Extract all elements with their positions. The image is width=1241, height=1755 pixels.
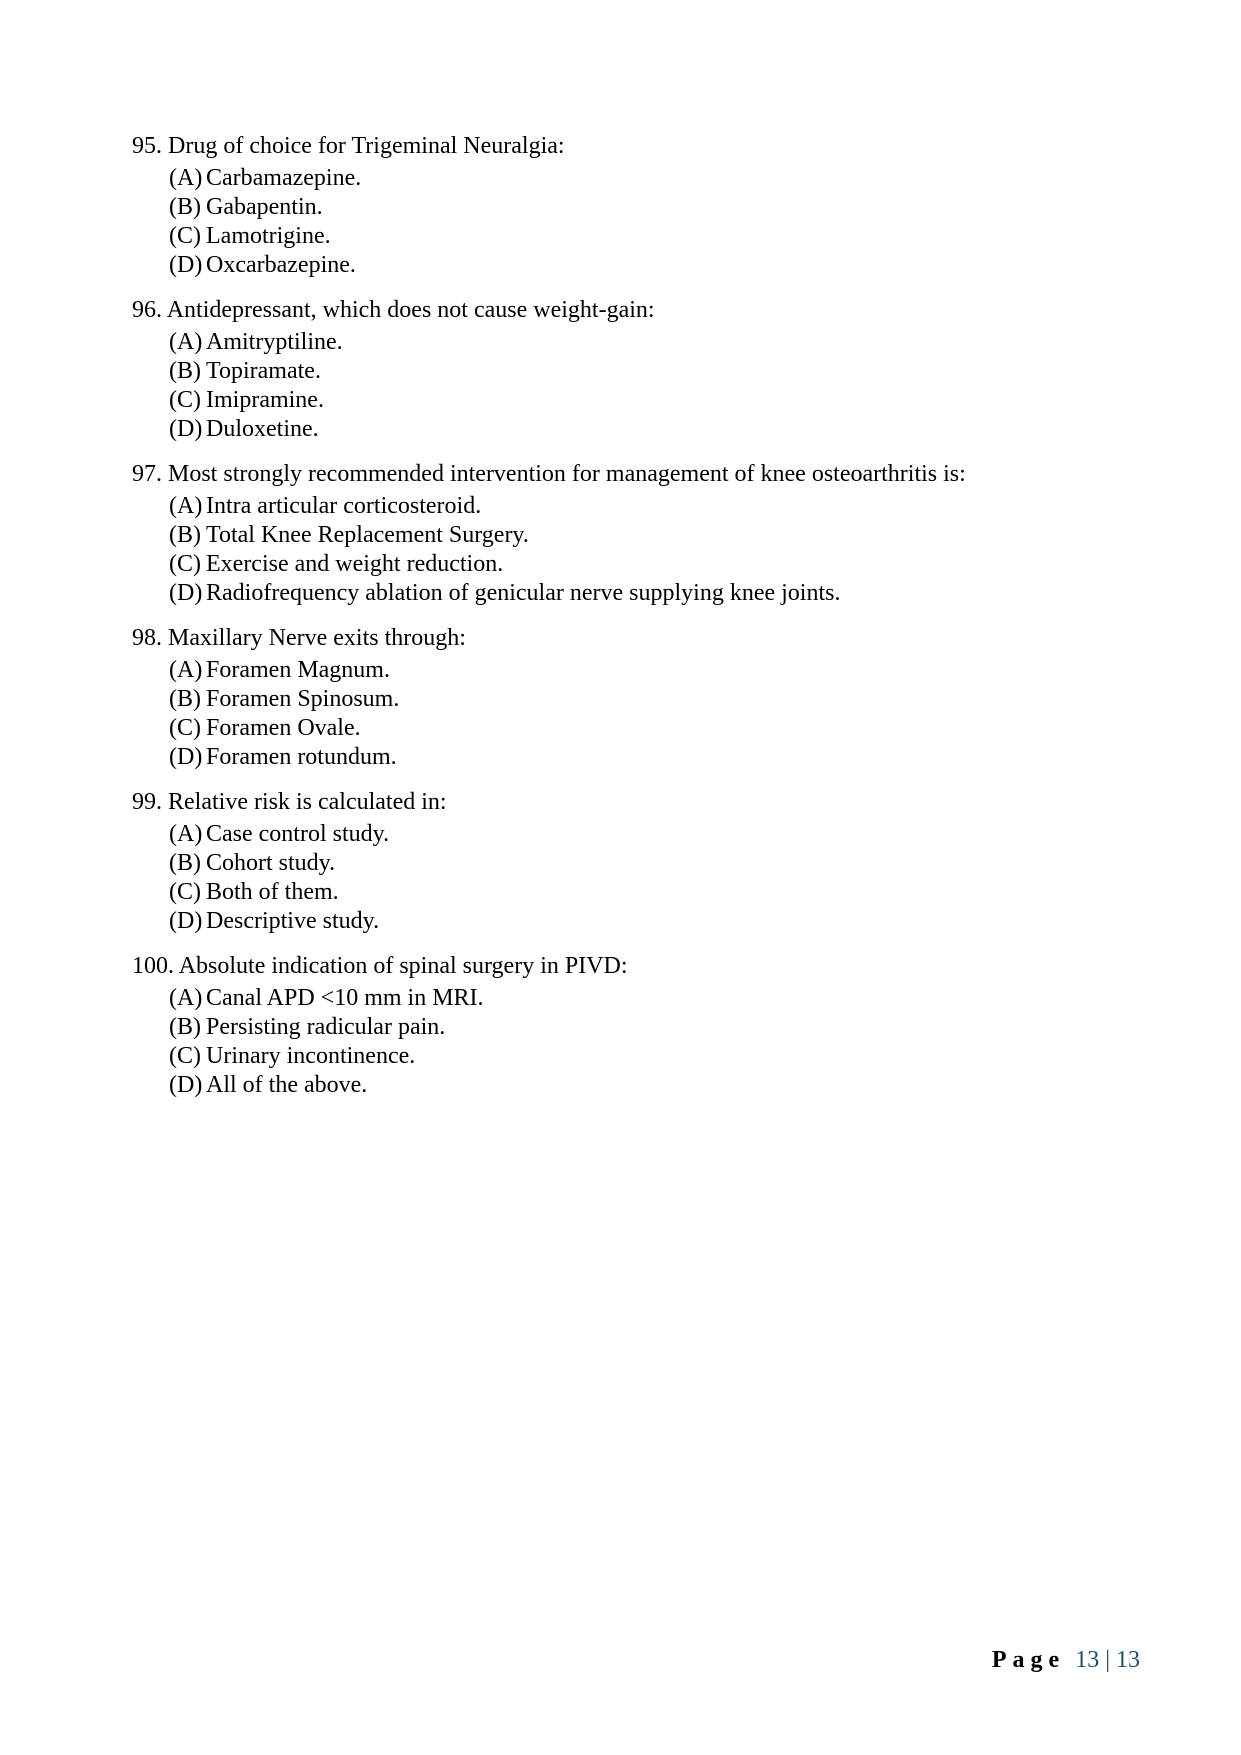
option-text: Oxcarbazepine. (206, 252, 356, 278)
option-text: Persisting radicular pain. (206, 1014, 446, 1040)
option-text: Foramen Spinosum. (206, 686, 400, 712)
question-text: Antidepressant, which does not cause weight-gain: (166, 297, 655, 323)
option-letter: (A) (169, 329, 203, 355)
page-footer (992, 1645, 1140, 1675)
option-letter: (D) (169, 580, 203, 606)
question-number: 99. (132, 789, 162, 815)
option-text: Topiramate. (206, 358, 321, 384)
option-c (169, 550, 1132, 579)
question-number: 96. (132, 297, 162, 323)
option-d (169, 743, 1132, 772)
option-c (169, 714, 1132, 743)
option-d (169, 415, 1132, 444)
option-text: Foramen Ovale. (206, 715, 361, 741)
option-letter: (A) (169, 165, 203, 191)
option-letter: (D) (169, 744, 203, 770)
question-99 (132, 788, 1132, 936)
option-text: Foramen rotundum. (206, 744, 397, 770)
option-b (169, 685, 1132, 714)
option-b (169, 1013, 1132, 1042)
option-text: Radiofrequency ablation of genicular nerve supplying knee joints. (206, 580, 841, 606)
question-95 (132, 132, 1132, 280)
option-b (169, 849, 1132, 878)
option-letter: (B) (169, 358, 201, 384)
option-text: Amitryptiline. (206, 329, 343, 355)
option-b (169, 193, 1132, 222)
option-b (169, 521, 1132, 550)
option-letter: (C) (169, 387, 201, 413)
question-100 (132, 952, 1132, 1100)
option-text: Both of them. (206, 879, 339, 905)
option-letter: (D) (169, 416, 203, 442)
option-letter: (B) (169, 1014, 201, 1040)
option-d (169, 251, 1132, 280)
option-text: Duloxetine. (206, 416, 319, 442)
option-c (169, 878, 1132, 907)
option-c (169, 386, 1132, 415)
question-stem (132, 132, 1132, 164)
question-stem (132, 788, 1132, 820)
option-a (169, 492, 1132, 521)
question-list (132, 132, 1132, 1116)
option-a (169, 656, 1132, 685)
option-letter: (C) (169, 551, 201, 577)
option-a (169, 164, 1132, 193)
option-a (169, 820, 1132, 849)
option-text: Gabapentin. (206, 194, 323, 220)
question-97 (132, 460, 1132, 608)
option-text: Cohort study. (206, 850, 336, 876)
question-stem (132, 624, 1132, 656)
option-letter: (C) (169, 223, 201, 249)
question-text: Most strongly recommended intervention for management of knee osteoarthritis is: (168, 461, 966, 487)
option-letter: (C) (169, 1043, 201, 1069)
option-text: All of the above. (206, 1072, 368, 1098)
question-text: Absolute indication of spinal surgery in PIVD: (178, 953, 628, 979)
option-text: Descriptive study. (206, 908, 380, 934)
option-letter: (B) (169, 194, 201, 220)
option-text: Urinary incontinence. (206, 1043, 416, 1069)
option-letter: (A) (169, 985, 203, 1011)
option-text: Carbamazepine. (206, 165, 362, 191)
question-96 (132, 296, 1132, 444)
option-c (169, 222, 1132, 251)
option-letter: (B) (169, 686, 201, 712)
option-list (132, 164, 1132, 280)
option-text: Intra articular corticosteroid. (206, 493, 482, 519)
question-98 (132, 624, 1132, 772)
option-letter: (A) (169, 493, 203, 519)
option-letter: (B) (169, 522, 201, 548)
option-list (132, 656, 1132, 772)
question-text: Maxillary Nerve exits through: (168, 625, 466, 651)
option-text: Imipramine. (206, 387, 324, 413)
option-text: Exercise and weight reduction. (206, 551, 504, 577)
question-text: Relative risk is calculated in: (168, 789, 447, 815)
question-text: Drug of choice for Trigeminal Neuralgia: (168, 133, 565, 159)
option-letter: (A) (169, 821, 203, 847)
option-list (132, 492, 1132, 608)
question-number: 95. (132, 133, 162, 159)
option-letter: (C) (169, 715, 201, 741)
option-list (132, 328, 1132, 444)
option-letter: (A) (169, 657, 203, 683)
option-text: Total Knee Replacement Surgery. (206, 522, 529, 548)
option-letter: (D) (169, 1072, 203, 1098)
option-letter: (B) (169, 850, 201, 876)
option-letter: (D) (169, 252, 203, 278)
option-a (169, 984, 1132, 1013)
option-list (132, 984, 1132, 1100)
question-number: 100. (132, 953, 174, 979)
option-text: Foramen Magnum. (206, 657, 390, 683)
option-b (169, 357, 1132, 386)
option-text: Lamotrigine. (206, 223, 331, 249)
question-number: 98. (132, 625, 162, 651)
question-stem (132, 460, 1132, 492)
option-text: Canal APD <10 mm in MRI. (206, 985, 484, 1011)
option-d (169, 579, 1132, 608)
question-stem (132, 952, 1132, 984)
question-stem (132, 296, 1132, 328)
option-letter: (D) (169, 908, 203, 934)
page-number: 13 | 13 (1075, 1647, 1140, 1673)
option-d (169, 907, 1132, 936)
option-letter: (C) (169, 879, 201, 905)
option-text: Case control study. (206, 821, 390, 847)
question-number: 97. (132, 461, 162, 487)
option-d (169, 1071, 1132, 1100)
option-c (169, 1042, 1132, 1071)
option-a (169, 328, 1132, 357)
option-list (132, 820, 1132, 936)
page-label: Page (991, 1647, 1066, 1673)
